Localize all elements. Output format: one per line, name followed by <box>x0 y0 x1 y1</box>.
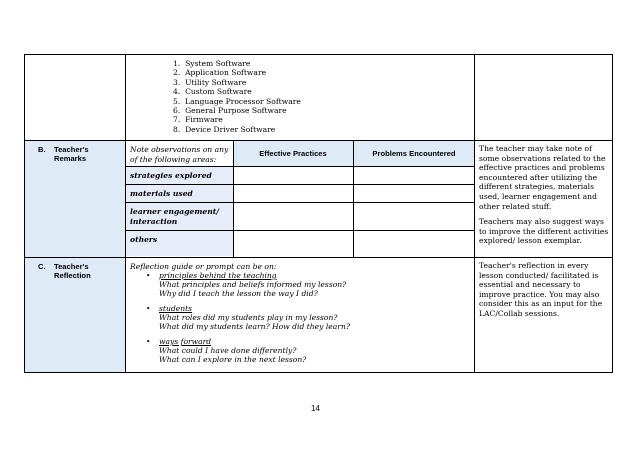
list-item: 6. General Purpose Software <box>173 106 287 116</box>
list-item: 5. Language Processor Software <box>173 96 301 106</box>
bullet-dot: • <box>146 304 151 313</box>
remarks-title-line2: Remarks <box>54 154 87 163</box>
area-label: materials used <box>130 189 193 198</box>
bullet-dot: • <box>146 271 151 280</box>
bullet-question: What principles and beliefs informed my lesson? <box>159 280 347 289</box>
remarks-suggestion: Teachers may also suggest ways to improve the different activities explored/ lesson exemplar. <box>479 217 609 246</box>
bullet-heading: ways forward <box>159 337 212 346</box>
reflection-guide: Reflection guide or prompt can be on: <box>130 262 277 271</box>
list-item: 7. Firmware <box>173 115 223 125</box>
reflection-title-line1: Teacher's <box>54 262 89 271</box>
row-divider <box>125 184 474 185</box>
remarks-description: The teacher may take note of some observations related to the effective practices and problems encountered after utilizing the different strategies, materials used, learner engagement and other related stuff. <box>479 144 606 211</box>
bullet-heading: students <box>159 304 193 313</box>
row-divider <box>125 166 474 167</box>
area-label: strategies explored <box>130 171 212 180</box>
bullet-question: What roles did my students play in my lesson? <box>159 313 338 322</box>
page-number: 14 <box>311 404 320 413</box>
remarks-letter: B. <box>38 145 46 154</box>
problems-encountered-header: Problems Encountered <box>372 149 456 158</box>
list-item: 8. Device Driver Software <box>173 124 276 134</box>
remarks-note-line2: of the following areas: <box>130 155 217 164</box>
remarks-note-line1: Note observations on any <box>130 145 229 154</box>
reflection-letter: C. <box>38 262 46 271</box>
bullet-question: What did my students learn? How did they learn? <box>159 322 350 331</box>
list-item: 2. Application Software <box>173 68 267 78</box>
area-label: interaction <box>130 217 178 226</box>
list-item: 4. Custom Software <box>173 87 252 97</box>
list-item: 1. System Software <box>173 59 251 68</box>
row-divider <box>125 202 474 203</box>
area-label: learner engagement/ <box>130 207 220 216</box>
list-item: 3. Utility Software <box>173 77 247 87</box>
reflection-title-line2: Reflection <box>54 271 91 280</box>
effective-practices-header: Effective Practices <box>259 149 327 158</box>
bullet-question: What can I explore in the next lesson? <box>159 355 307 364</box>
bullet-heading: principles behind the teaching <box>159 271 277 280</box>
col-divider <box>474 54 475 373</box>
col-divider <box>125 54 126 373</box>
reflection-description: Teacher's reflection in every lesson conducted/ facilitated is essential and necessary to improve practice. You may also consider this as an input for the LAC/Collab sessions. <box>479 261 603 318</box>
software-list <box>173 59 301 134</box>
bullet-dot: • <box>146 337 151 346</box>
bullet-question: What could I have done differently? <box>159 346 297 355</box>
area-label: others <box>130 235 158 244</box>
row-divider <box>24 257 613 258</box>
bullet-question: Why did I teach the lesson the way I did? <box>159 289 318 298</box>
row-divider <box>24 140 613 141</box>
remarks-title-line1: Teacher's <box>54 145 89 154</box>
row-divider <box>125 230 474 231</box>
